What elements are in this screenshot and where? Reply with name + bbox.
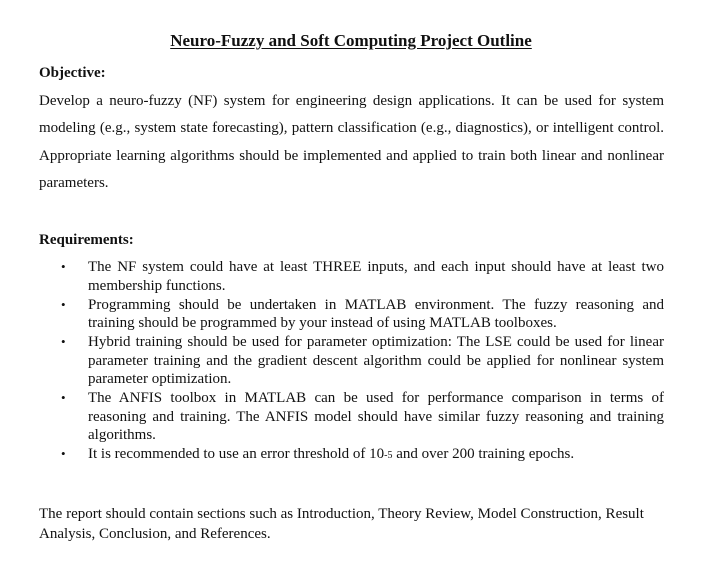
requirements-heading: Requirements:	[39, 232, 134, 248]
bullet-icon: •	[61, 390, 66, 405]
requirement-item	[39, 445, 664, 466]
requirement-text-after-exponent: and over 200 training epochs.	[392, 446, 575, 462]
requirement-text-before-exponent: It is recommended to use an error threshold of 10	[88, 446, 385, 462]
requirement-item	[39, 296, 664, 333]
bullet-icon: •	[61, 259, 66, 274]
requirement-text: Programming should be undertaken in MATLAB environment. The fuzzy reasoning and training should be programmed by your instead of using MATLAB toolboxes.	[88, 296, 664, 331]
error-threshold-exponent: -5	[384, 450, 393, 461]
requirement-text: The ANFIS toolbox in MATLAB can be used for performance comparison in terms of reasoning and training. The ANFIS model should have similar fuzzy reasoning and training algorithms.	[88, 390, 664, 443]
requirements-list	[39, 258, 664, 466]
requirement-text: The NF system could have at least THREE inputs, and each input should have at least two membership functions.	[88, 259, 664, 294]
bullet-icon: •	[61, 334, 66, 349]
requirement-item	[39, 333, 664, 389]
objective-heading: Objective:	[39, 65, 106, 81]
bullet-icon: •	[61, 296, 66, 312]
document-title: Neuro-Fuzzy and Soft Computing Project Outline	[170, 31, 532, 50]
requirement-item	[39, 389, 664, 445]
bullet-icon: •	[61, 446, 66, 461]
report-paragraph: The report should contain sections such as Introduction, Theory Review, Model Construction, Result Analysis, Conclusion, and References.	[39, 506, 644, 542]
requirement-item	[39, 258, 664, 295]
objective-paragraph: Develop a neuro-fuzzy (NF) system for engineering design applications. It can be used for system modeling (e.g., system state forecasting), pattern classification (e.g., diagnostics), or intelligent control. Appropriate learning algorithms should be implemented and applied to train both linear and nonlinear parameters.	[39, 93, 664, 191]
requirement-text: Hybrid training should be used for parameter optimization: The LSE could be used for linear parameter training and the gradient descent algorithm could be applied for nonlinear system parameter optimization.	[88, 334, 664, 387]
